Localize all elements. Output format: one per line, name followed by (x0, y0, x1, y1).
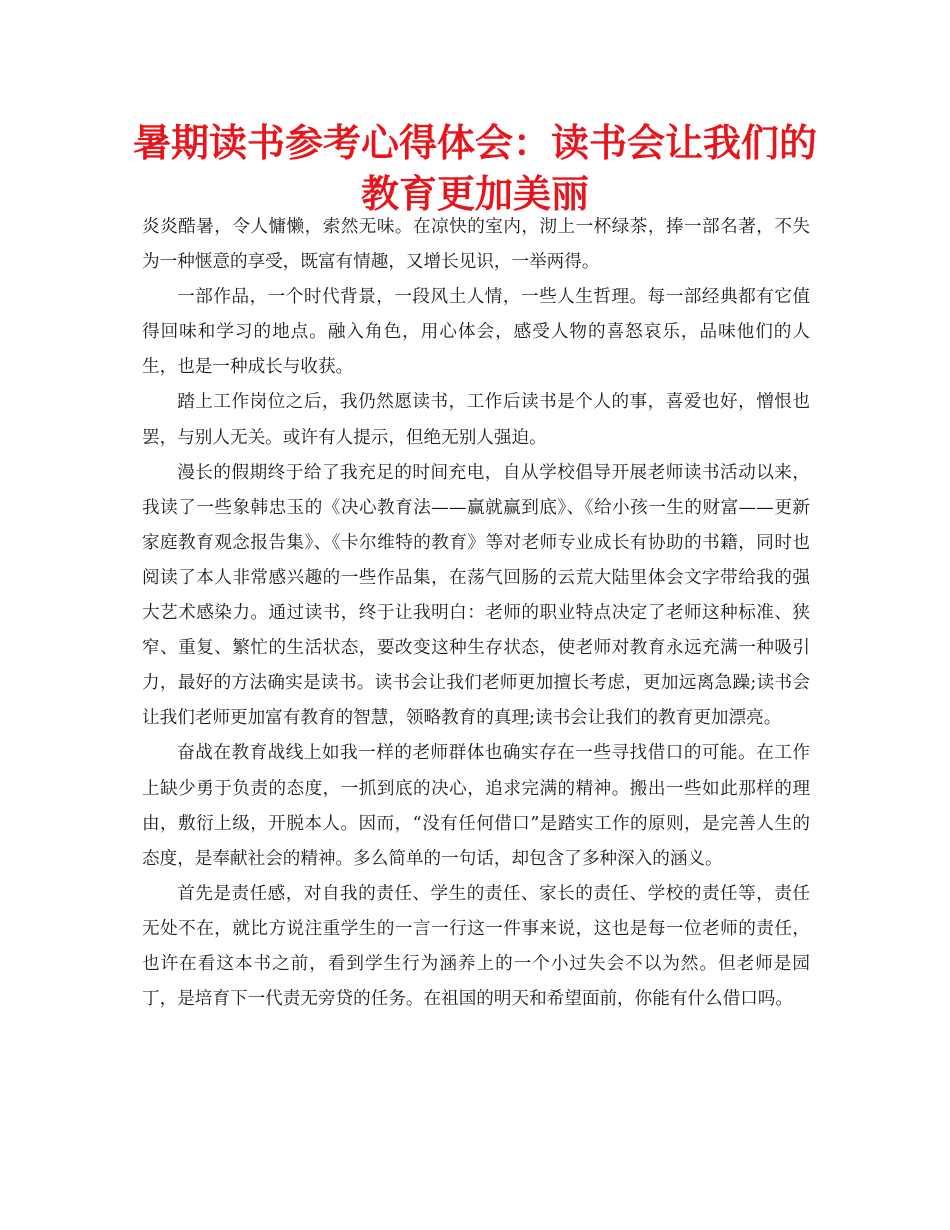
document-title: 暑期读书参考心得体会：读书会让我们的教育更加美丽 (132, 121, 817, 216)
document-body (142, 210, 810, 1017)
paragraph-6: 首先是责任感，对自我的责任、学生的责任、家长的责任、学校的责任等，责任无处不在，就比方说注重学生的一言一行这一件事来说，这也是每一位老师的责任，也许在看这本书之前，看到学生行为涵养上的一个小过失会不以为然。但老师是园丁，是培育下一代责无旁贷的任务。在祖国的明天和希望面前，你能有什么借口吗。 (142, 883, 810, 1010)
paragraph-2: 一部作品，一个时代背景，一段风土人情，一些人生哲理。每一部经典都有它值得回味和学习的地点。融入角色，用心体会，感受人物的喜怒哀乐，品味他们的人生，也是一种成长与收获。 (142, 287, 810, 378)
paragraph-5: 奋战在教育战线上如我一样的老师群体也确实存在一些寻找借口的可能。在工作上缺少勇于负责的态度，一抓到底的决心，追求完满的精神。搬出一些如此那样的理由，敷衍上级，开脱本人。因而，“没有任何借口”是踏实工作的原则，是完善人生的态度，是奉献社会的精神。多么简单的一句话，却包含了多种深入的涵义。 (142, 743, 810, 869)
paragraph-3: 踏上工作岗位之后，我仍然愿读书，工作后读书是个人的事，喜爱也好，憎恨也罢，与别人无关。或许有人提示，但绝无别人强迫。 (142, 392, 810, 448)
paragraph-4: 漫长的假期终于给了我充足的时间充电，自从学校倡导开展老师读书活动以来，我读了一些象韩忠玉的《决心教育法——赢就赢到底》、《给小孩一生的财富——更新家庭教育观念报告集》、《卡尔维特的教育》等对老师专业成长有协助的书籍，同时也阅读了本人非常感兴趣的一些作品集，在荡气回肠的云荒大陆里体会文字带给我的强大艺术感染力。通过读书，终于让我明白：老师的职业特点决定了老师这种标准、狭窄、重复、繁忙的生活状态，要改变这种生存状态，使老师对教育永远充满一种吸引力，最好的方法确实是读书。读书会让我们老师更加擅长考虑，更加远离急躁;读书会让我们老师更加富有教育的智慧，领略教育的真理;读书会让我们的教育更加漂亮。 (142, 462, 810, 729)
paragraph-1: 炎炎酷暑，令人慵懒，索然无味。在凉快的室内，沏上一杯绿茶，捧一部名著，不失为一种惬意的享受，既富有情趣，又增长见识，一举两得。 (142, 217, 810, 273)
